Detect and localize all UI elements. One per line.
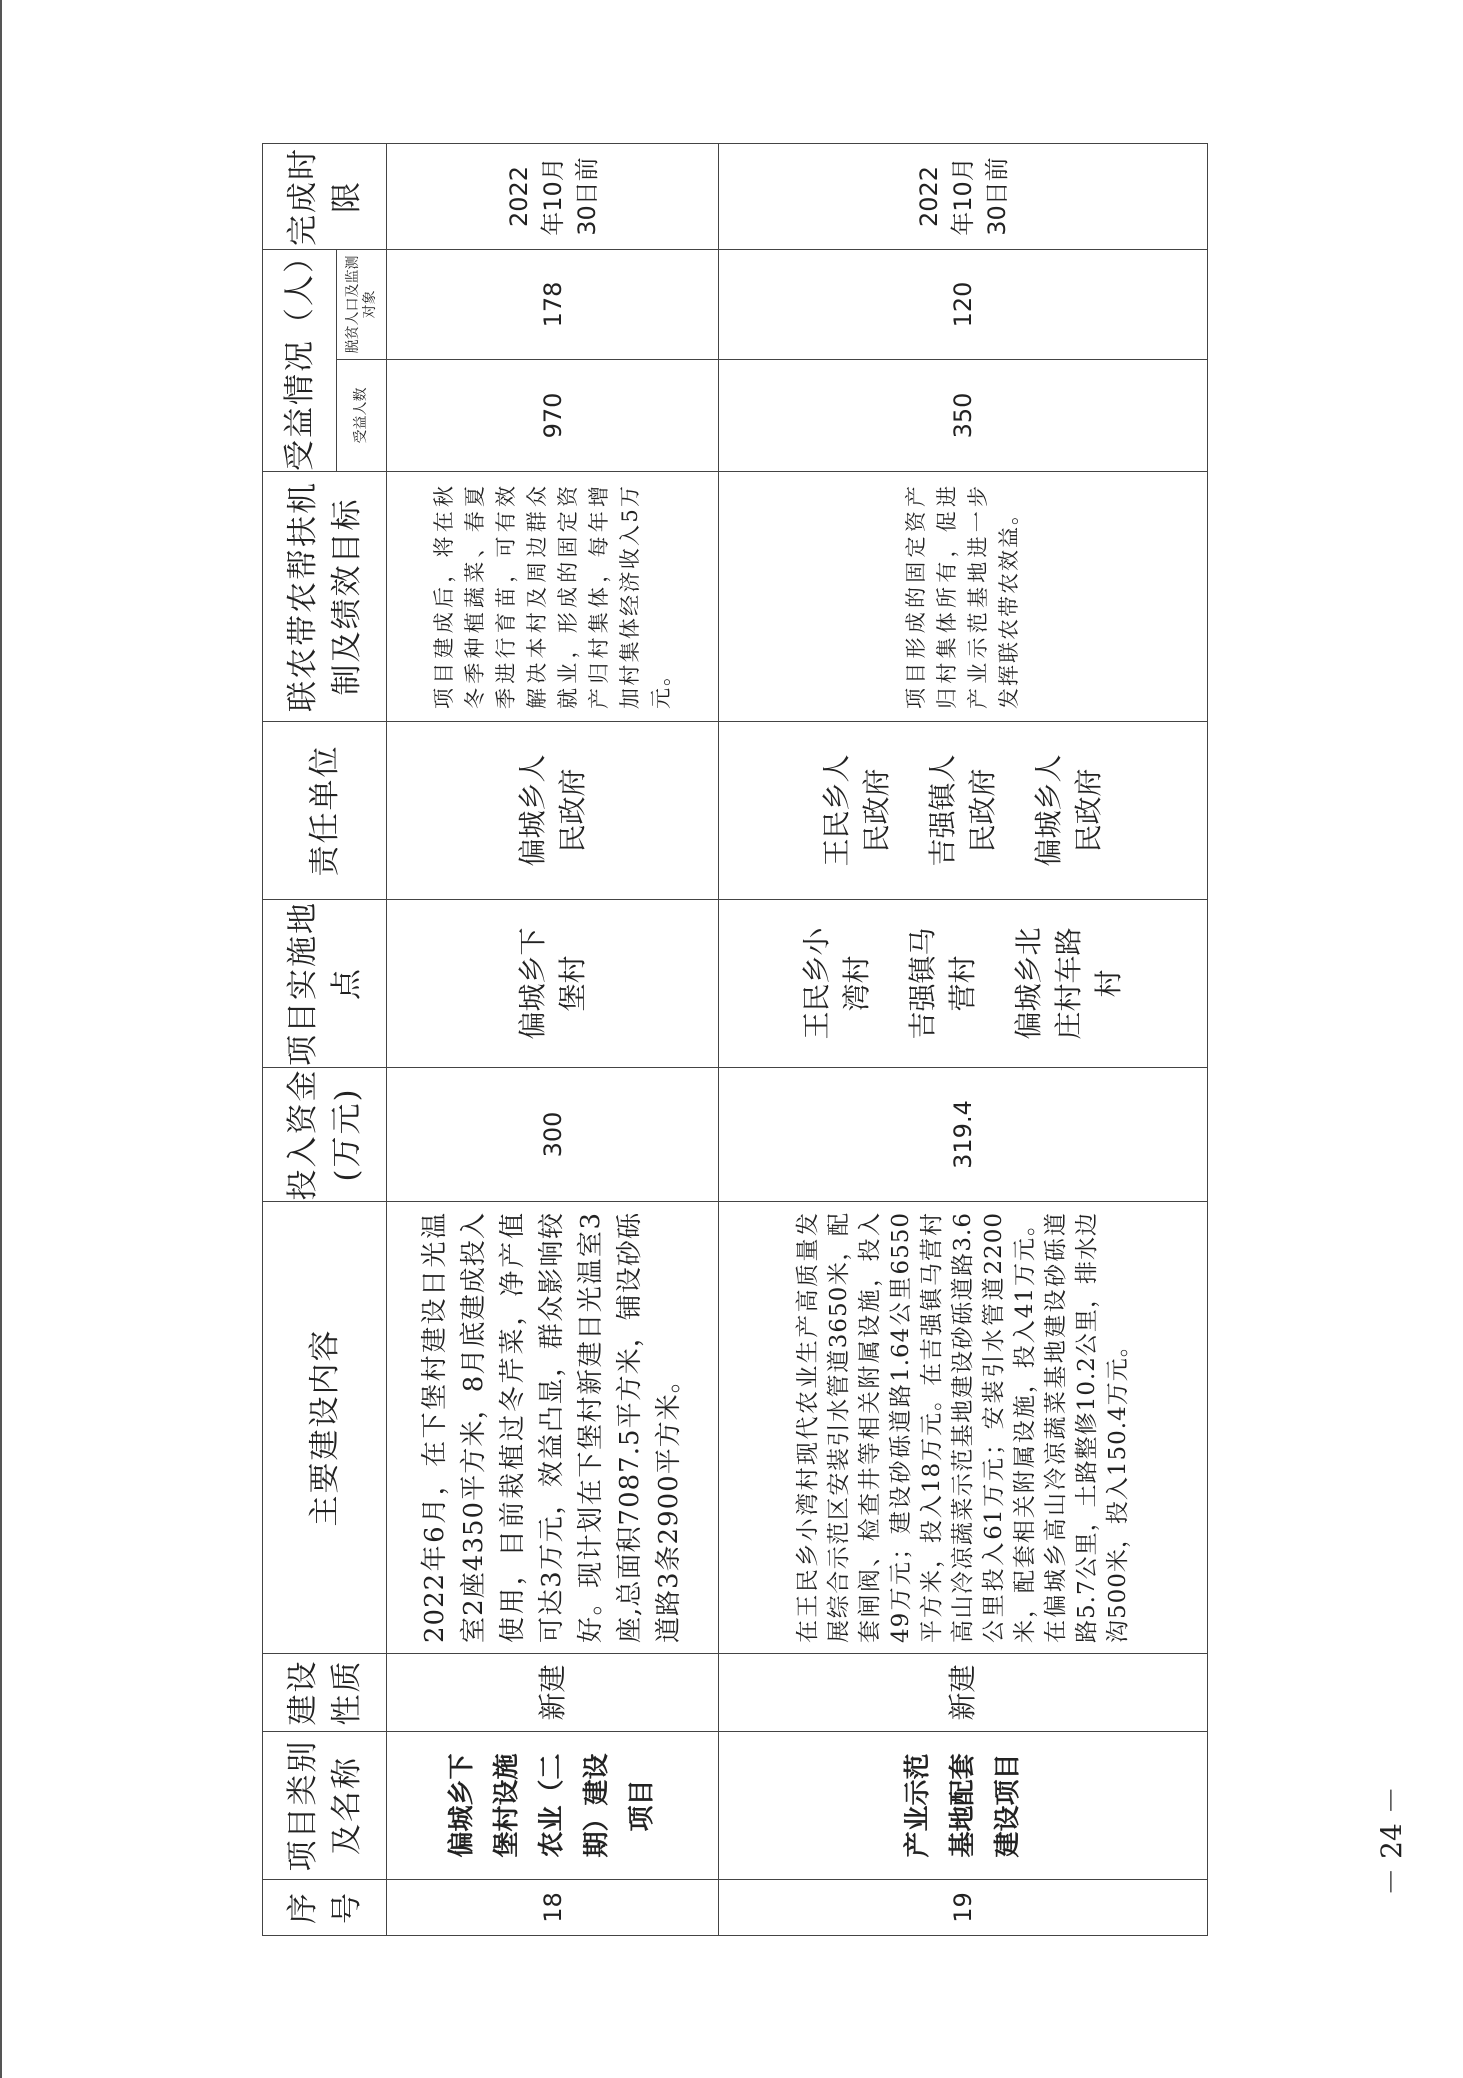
table-row [719, 144, 1208, 1936]
row-name: 产业示范基地配套建设项目 [719, 1732, 1208, 1880]
responsible-item: 吉强镇人民政府 [926, 754, 1000, 867]
row-poverty-monitored: 178 [387, 250, 719, 360]
header-beneficiaries: 受益人数 [337, 360, 387, 472]
header-poverty-monitored: 脱贫人口及监测对象 [337, 250, 387, 360]
header-content: 主要建设内容 [263, 1202, 387, 1654]
header-benefit-group: 受益情况（人） [263, 250, 337, 472]
header-seq: 序号 [263, 1880, 387, 1936]
row-location: 偏城乡下堡村 [387, 900, 719, 1068]
header-deadline: 完成时限 [263, 144, 387, 250]
row-mechanism: 项目建成后，将在秋冬季种植蔬菜、春夏季进行育苗，可有效解决本村及周边群众就业，形成的固定资产归村集体，每年增加村集体经济收入5万元。 [387, 472, 719, 722]
table-row [387, 144, 719, 1936]
header-location: 项目实施地点 [263, 900, 387, 1068]
row-seq: 19 [719, 1880, 1208, 1936]
row-beneficiaries: 350 [719, 360, 1208, 472]
row-nature: 新建 [387, 1654, 719, 1732]
location-item: 吉强镇马营村 [906, 927, 980, 1040]
page-number: － 24 － [1375, 1786, 1408, 1896]
project-table [262, 143, 1208, 1936]
row-content: 在王民乡小湾村现代农业生产高质量发展综合示范区安装引水管道3650米，配套闸阀、检查井等相关附属设施，投入49万元；建设砂砾道路1.64公里6550平方米，投入18万元。在吉强镇马营村高山冷凉蔬菜示范基地建设砂砾道路3.6公里投入61万元；安装引水管道2200米，配套相关附属设施，投入41万元。在偏城乡高山冷凉蔬菜基地建设砂砾道路5.7公里，土路整修10.2公里，排水边沟500米，投入150.4万元。 [719, 1202, 1208, 1654]
row-deadline: 2022年10月30日前 [719, 144, 1208, 250]
row-investment: 319.4 [719, 1068, 1208, 1202]
row-responsible: 偏城乡人民政府 [387, 722, 719, 900]
header-nature: 建设性质 [263, 1654, 387, 1732]
location-item: 偏城乡北庄村车路村 [1012, 927, 1126, 1040]
row-content: 2022年6月，在下堡村建设日光温室2座4350平方米，8月底建成投入使用，目前栽植过冬芹菜，净产值可达3万元，效益凸显，群众影响较好。现计划在下堡村新建日光温室3座,总面积7087.5平方米，铺设砂砾道路3条2900平方米。 [387, 1202, 719, 1654]
row-location-list [719, 900, 1208, 1068]
row-deadline: 2022年10月30日前 [387, 144, 719, 250]
responsible-item: 偏城乡人民政府 [1032, 754, 1106, 867]
header-mechanism: 联农带农帮扶机制及绩效目标 [263, 472, 387, 722]
header-responsible: 责任单位 [263, 722, 387, 900]
row-name: 偏城乡下堡村设施农业（二期）建设项目 [387, 1732, 719, 1880]
header-investment: 投入资金(万元) [263, 1068, 387, 1202]
row-investment: 300 [387, 1068, 719, 1202]
row-nature: 新建 [719, 1654, 1208, 1732]
location-item: 王民乡小湾村 [800, 927, 874, 1040]
row-beneficiaries: 970 [387, 360, 719, 472]
responsible-item: 王民乡人民政府 [820, 754, 894, 867]
row-responsible-list [719, 722, 1208, 900]
table-header-row [263, 144, 337, 1936]
row-mechanism: 项目形成的固定资产归村集体所有，促进产业示范基地进一步发挥联农带农效益。 [719, 472, 1208, 722]
header-name: 项目类别及名称 [263, 1732, 387, 1880]
row-poverty-monitored: 120 [719, 250, 1208, 360]
row-seq: 18 [387, 1880, 719, 1936]
